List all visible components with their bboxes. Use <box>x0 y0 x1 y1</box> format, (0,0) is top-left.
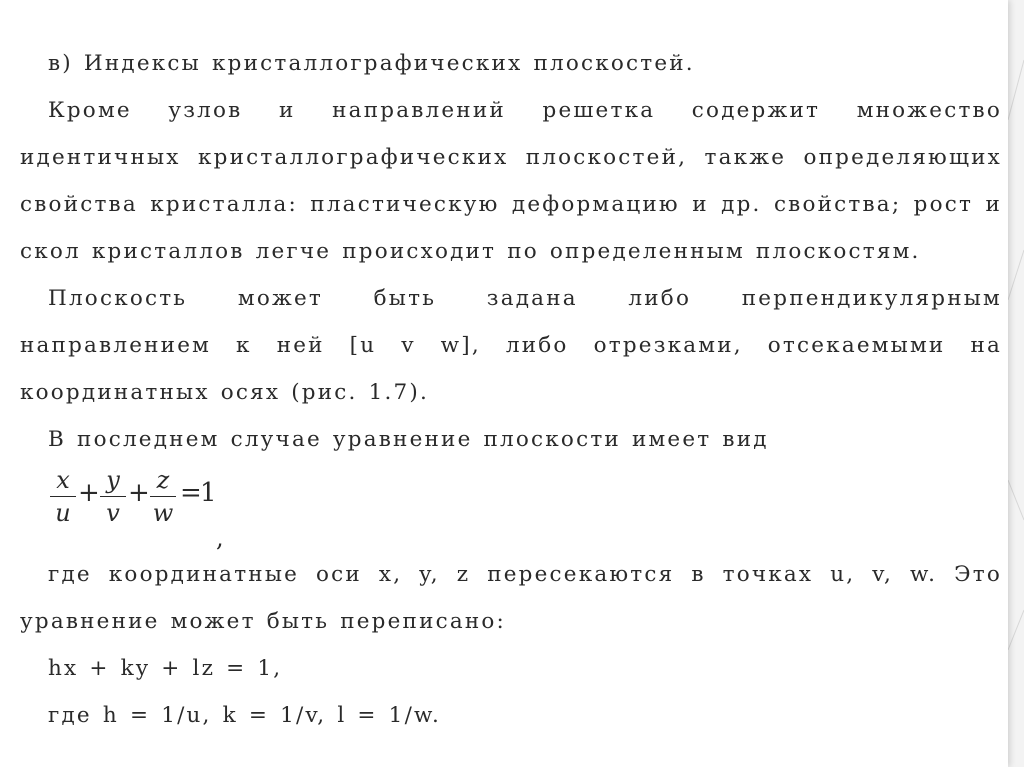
formula-comma: , <box>216 524 224 552</box>
fraction-y-over-v <box>100 467 126 526</box>
fraction-numerator: z <box>156 466 170 494</box>
paragraph-lattice-planes: Кроме узлов и направлений решетка содержит множество идентичных кристаллографических плоскостей, также определяющих свойства кристалла: пластическую деформацию и др. свойства; рост и скол кристаллов легче происходит по определенным плоскостям. <box>20 98 1002 264</box>
paragraph-axes-intersection: где координатные оси x, y, z пересекаются в точках u, v, w. Это уравнение может быть переписано: <box>20 562 1002 634</box>
plane-equation-formula <box>50 463 1002 551</box>
section-heading: в) Индексы кристаллографических плоскостей. <box>48 51 695 76</box>
fraction-z-over-w <box>150 467 176 526</box>
paragraph-equation-intro: В последнем случае уравнение плоскости имеет вид <box>48 427 769 452</box>
document-body <box>20 40 1002 739</box>
fraction-bar <box>50 496 76 497</box>
fraction-numerator: y <box>106 466 120 494</box>
equals-sign: = <box>180 478 202 508</box>
fraction-denominator: w <box>152 499 174 527</box>
rhs-value: 1 <box>200 478 217 508</box>
equation-hkl: hx + ky + lz = 1, <box>48 656 283 681</box>
fraction-bar <box>150 496 176 497</box>
plus-sign: + <box>78 478 100 508</box>
fraction-denominator: u <box>55 499 71 527</box>
plus-sign: + <box>128 478 150 508</box>
fraction-bar <box>100 496 126 497</box>
fraction-denominator: v <box>106 499 120 527</box>
fraction-numerator: x <box>56 466 70 494</box>
paragraph-plane-definition: Плоскость может быть задана либо перпендикулярным направлением к ней [u v w], либо отрезками, отсекаемыми на координатных осях (рис. 1.7). <box>20 286 1002 405</box>
fraction-x-over-u <box>50 467 76 526</box>
equation-hkl-definitions: где h = 1/u, k = 1/v, l = 1/w. <box>48 703 442 728</box>
